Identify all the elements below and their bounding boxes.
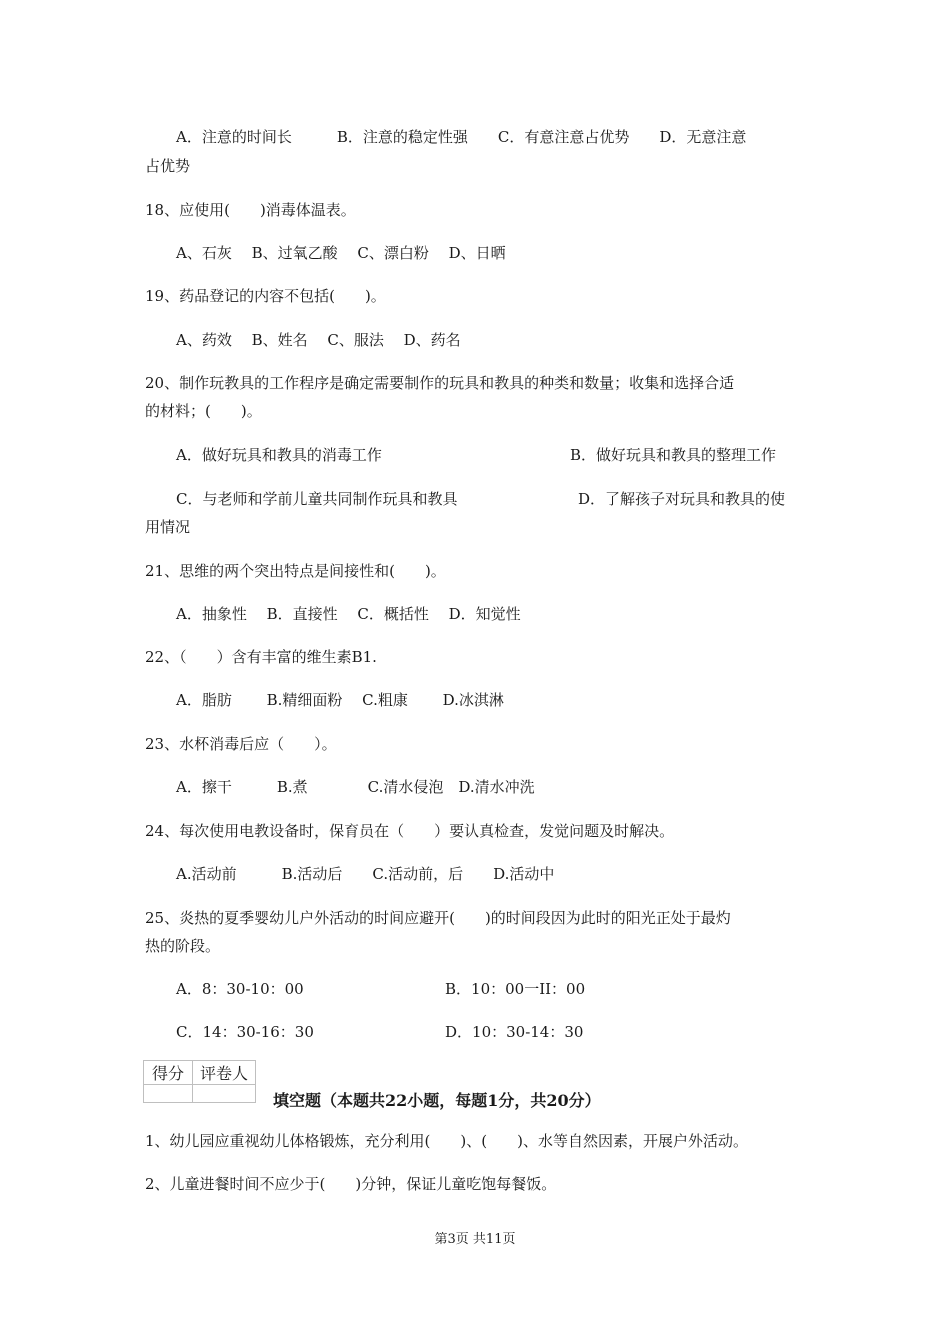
fill-question-1: 1、幼儿园应重视幼儿体格锻炼，充分利用( )、( )、水等自然因素，开展户外活动。 — [145, 1132, 748, 1150]
score-cell[interactable] — [144, 1085, 193, 1103]
q25-stem-line2: 热的阶段。 — [145, 937, 221, 955]
q20-stem-line2: 的材料；( )。 — [145, 402, 262, 420]
q20-option-d-continuation: 用情况 — [145, 518, 191, 536]
q25-option-b: B．10：00一II：00 — [445, 980, 586, 998]
q25-stem-line1: 25、炎热的夏季婴幼儿户外活动的时间应避开( )的时间段因为此时的阳光正处于最灼 — [145, 909, 731, 927]
q19-options: A、药效 B、姓名 C、服法 D、药名 — [176, 331, 461, 349]
q22-stem: 22、（ ）含有丰富的维生素B1. — [145, 648, 377, 666]
q20-option-d: D．了解孩子对玩具和教具的使 — [578, 490, 786, 508]
q25-option-a: A．8：30-10：00 — [176, 980, 304, 998]
page-footer: 第3页 共11页 — [434, 1232, 516, 1247]
score-box — [143, 1060, 256, 1103]
section-title: 填空题（本题共22小题，每题1分，共20分） — [273, 1091, 601, 1110]
q19-stem: 19、药品登记的内容不包括( )。 — [145, 287, 386, 305]
q23-options: A．擦干 B.煮 C.清水侵泡 D.清水冲洗 — [176, 778, 535, 796]
q24-options: A.活动前 B.活动后 C.活动前，后 D.活动中 — [176, 865, 555, 883]
q21-options: A．抽象性 B．直接性 C．概括性 D．知觉性 — [176, 605, 521, 623]
q20-option-b: B．做好玩具和教具的整理工作 — [570, 446, 777, 464]
q23-stem: 23、水杯消毒后应（ ）。 — [145, 735, 337, 753]
q20-stem-line1: 20、制作玩教具的工作程序是确定需要制作的玩具和教具的种类和数量；收集和选择合适 — [145, 374, 735, 392]
q22-options: A．脂肪 B.精细面粉 C.粗康 D.冰淇淋 — [176, 691, 504, 709]
q17-continuation: 占优势 — [145, 157, 191, 175]
q20-option-a: A．做好玩具和教具的消毒工作 — [176, 446, 382, 464]
grader-label: 评卷人 — [193, 1061, 256, 1085]
q20-option-c: C．与老师和学前儿童共同制作玩具和教具 — [176, 490, 458, 508]
q25-option-c: C．14：30-16：30 — [176, 1023, 314, 1041]
fill-question-2: 2、儿童进餐时间不应少于( )分钟，保证儿童吃饱每餐饭。 — [145, 1175, 557, 1193]
grader-cell[interactable] — [193, 1085, 256, 1103]
score-label: 得分 — [144, 1061, 193, 1085]
q18-options: A、石灰 B、过氧乙酸 C、漂白粉 D、日晒 — [176, 244, 506, 262]
q24-stem: 24、每次使用电教设备时，保育员在（ ）要认真检查，发觉问题及时解决。 — [145, 822, 675, 840]
q21-stem: 21、思维的两个突出特点是间接性和( )。 — [145, 562, 446, 580]
q17-options-line: A．注意的时间长 B．注意的稳定性强 C．有意注意占优势 D．无意注意 — [176, 128, 747, 146]
q18-stem: 18、应使用( )消毒体温表。 — [145, 201, 356, 219]
q25-option-d: D．10：30-14：30 — [445, 1023, 584, 1041]
